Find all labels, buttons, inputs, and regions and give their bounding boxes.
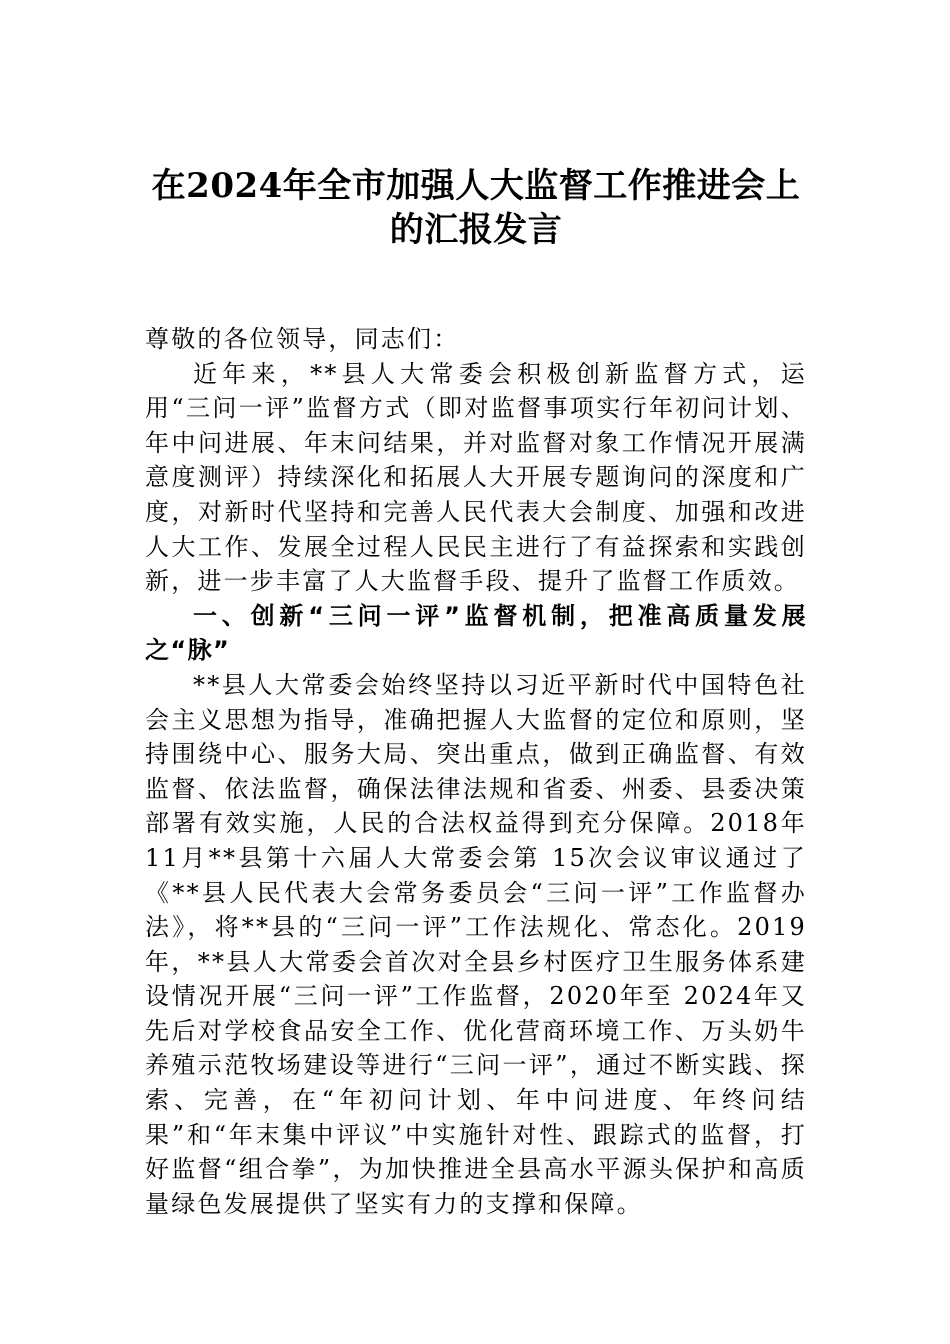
section-paragraph: **县人大常委会始终坚持以习近平新时代中国特色社会主义思想为指导，准确把握人大监督的定位和原则，坚持围绕中心、服务大局、突出重点，做到正确监督、有效监督、依法监督，确保法律法规和省委、州委、县委决策部署有效实施，人民的合法权益得到充分保障。2018年 11月**县第十六届人大常委会第 15次会议审议通过了《**县人民代表大会常务委员会“三问一评”工作监督办法》，将**县的“三问一评”工作法规化、常态化。2019年，**县人大常委会首次对全县乡村医疗卫生服务体系建设情况开展“三问一评”工作监督，2020年至 2024年又先后对学校食品安全工作、优化营商环境工作、万头奶牛养殖示范牧场建设等进行“三问一评”，通过不断实践、探索、完善，在“年初问计划、年中问进度、年终问结果”和“年末集中评议”中实施针对性、跟踪式的监督，打好监督“组合拳”，为加快推进全县高水平源头保护和高质量绿色发展提供了坚实有力的支撑和保障。 — [145, 670, 807, 1218]
document-body — [145, 322, 807, 1221]
section-heading: 一、创新“三问一评”监督机制，把准高质量发展之“脉” — [145, 601, 807, 665]
title-line-1: 在2024年全市加强人大监督工作推进会上 — [151, 166, 801, 206]
intro-paragraph: 近年来，**县人大常委会积极创新监督方式，运用“三问一评”监督方式（即对监督事项实行年初问计划、年中问进展、年末问结果，并对监督对象工作情况开展满意度测评）持续深化和拓展人大开展专题询问的深度和广度，对新时代坚持和完善人民代表大会制度、加强和改进人大工作、发展全过程人民民主进行了有益探索和实践创新，进一步丰富了人大监督手段、提升了监督工作质效。 — [145, 359, 807, 596]
title-line-2: 的汇报发言 — [389, 210, 563, 250]
salutation: 尊敬的各位领导，同志们： — [145, 325, 460, 353]
